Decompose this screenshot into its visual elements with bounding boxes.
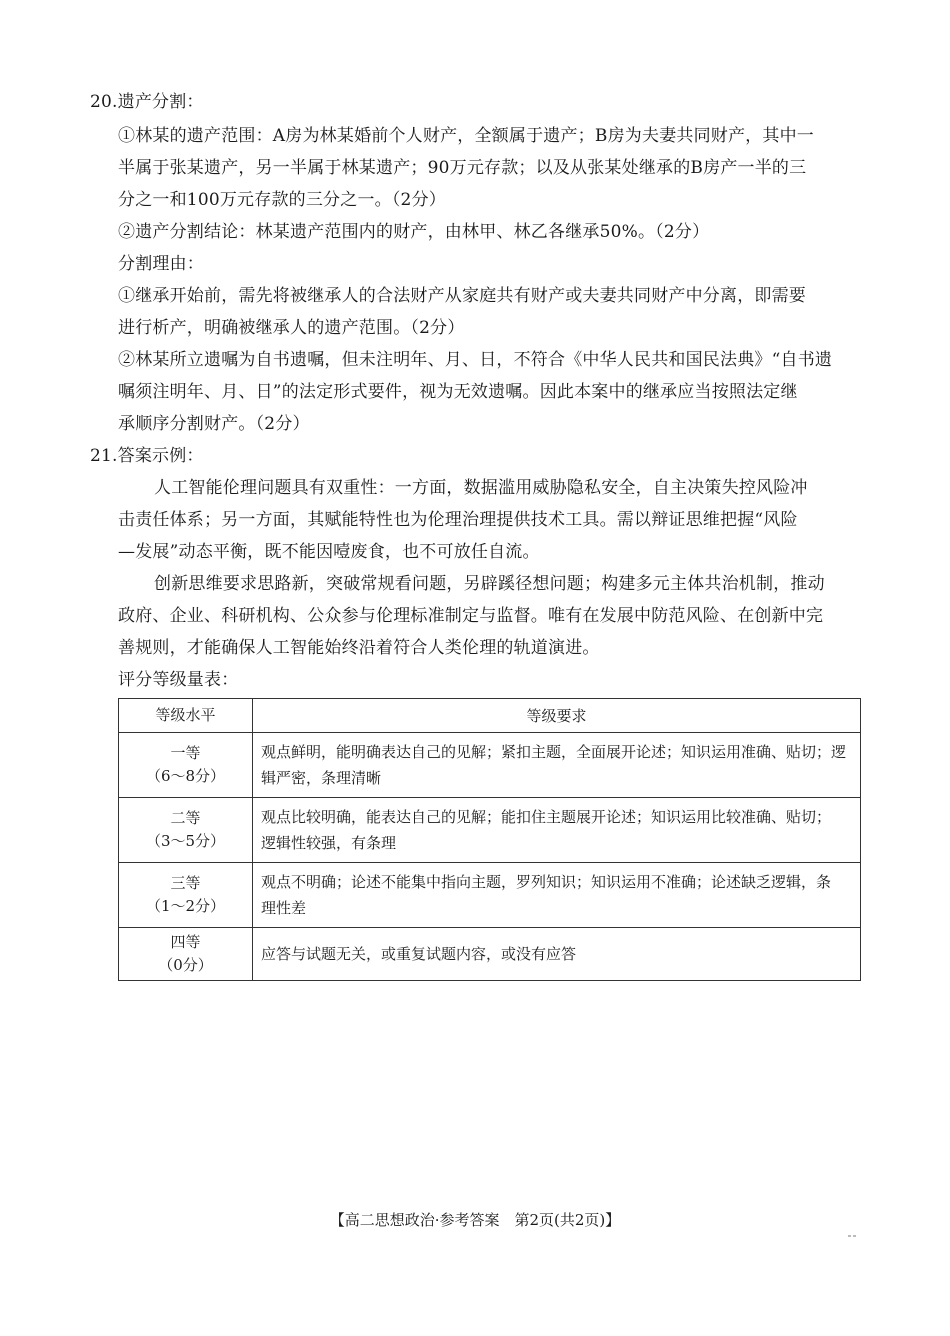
grade-table-label: 评分等级量表： [118, 670, 239, 690]
q20-line: ②林某所立遗嘱为自书遗嘱，但未注明年、月、日，不符合《中华人民共和国民法典》“自书遗 [118, 350, 833, 370]
requirement-line: 应答与试题无关，或重复试题内容，或没有应答 [261, 945, 577, 963]
q21-para2-line: 政府、企业、科研机构、公众参与伦理标准制定与监督。唯有在发展中防范风险、在创新中完 [118, 606, 824, 626]
q20-line: ①林某的遗产范围：A房为林某婚前个人财产，全额属于遗产；B房为夫妻共同财产，其中一 [118, 126, 814, 146]
q21-para1-line: 击责任体系；另一方面，其赋能特性也为伦理治理提供技术工具。需以辩证思维把握“风险 [118, 510, 798, 530]
q20-line: 分割理由： [118, 254, 204, 274]
grade-level-score: （1～2分） [145, 897, 226, 915]
grade-requirement-cell [253, 863, 861, 928]
grade-requirement-cell [253, 733, 861, 798]
q20-line: ②遗产分割结论：林某遗产范围内的财产，由林甲、林乙各继承50%。（2分） [118, 222, 710, 242]
grade-row-4 [119, 928, 861, 981]
q20-line: 半属于张某遗产，另一半属于林某遗产；90万元存款；以及从张某处继承的B房产一半的三 [118, 158, 807, 178]
q20-line: ①继承开始前，需先将被继承人的合法财产从家庭共有财产或夫妻共同财产中分离，即需要 [118, 286, 806, 306]
q21-para2-line: 创新思维要求思路新，突破常规看问题，另辟蹊径想问题；构建多元主体共治机制，推动 [154, 574, 825, 594]
header-requirement: 等级要求 [253, 699, 861, 733]
requirement-line: 观点不明确；论述不能集中指向主题，罗列知识；知识运用不准确；论述缺乏逻辑，条 [261, 873, 832, 891]
header-level: 等级水平 [119, 699, 253, 733]
grade-level-cell [119, 928, 253, 981]
grade-requirement-cell [253, 928, 861, 981]
requirement-line: 辑严密，条理清晰 [261, 769, 382, 787]
q20-line: 分之一和100万元存款的三分之一。（2分） [118, 190, 446, 210]
grade-level-name: 一等 [170, 744, 201, 762]
q21-para1-line: 人工智能伦理问题具有双重性：一方面，数据滥用威胁隐私安全，自主决策失控风险冲 [154, 478, 808, 498]
grade-level-score: （0分） [158, 956, 213, 974]
grade-level-name: 三等 [170, 874, 201, 892]
q21-para1-line: —发展”动态平衡，既不能因噎废食，也不可放任自流。 [118, 542, 540, 562]
grade-row-2 [119, 798, 861, 863]
requirement-line: 理性差 [261, 899, 307, 917]
grade-level-score: （6～8分） [145, 767, 226, 785]
requirement-line: 观点比较明确，能表达自己的见解；能扣住主题展开论述；知识运用比较准确、贴切； [261, 808, 832, 826]
q20-title: 20.遗产分割： [90, 92, 204, 112]
grade-table [118, 698, 861, 981]
q20-line: 嘱须注明年、月、日”的法定形式要件，视为无效遗嘱。因此本案中的继承应当按照法定继 [118, 382, 798, 402]
scan-dots-decoration [848, 1222, 862, 1226]
grade-level-name: 二等 [170, 809, 201, 827]
q20-line: 进行析产，明确被继承人的遗产范围。（2分） [118, 318, 465, 338]
requirement-line: 逻辑性较强，有条理 [261, 834, 397, 852]
grade-level-cell [119, 733, 253, 798]
grade-level-cell [119, 798, 253, 863]
q21-para2-line: 善规则，才能确保人工智能始终沿着符合人类伦理的轨道演进。 [118, 638, 600, 658]
grade-row-3 [119, 863, 861, 928]
grade-level-cell [119, 863, 253, 928]
grade-level-score: （3～5分） [145, 832, 226, 850]
grade-level-name: 四等 [170, 933, 201, 951]
grade-requirement-cell [253, 798, 861, 863]
grade-row-1 [119, 733, 861, 798]
q20-line: 承顺序分割财产。（2分） [118, 414, 310, 434]
grade-table-header [119, 699, 861, 733]
page-footer: 【高二思想政治·参考答案 第2页(共2页)】 [329, 1211, 621, 1229]
q21-title: 21.答案示例： [90, 446, 204, 466]
requirement-line: 观点鲜明，能明确表达自己的见解；紧扣主题，全面展开论述；知识运用准确、贴切；逻 [261, 743, 847, 761]
